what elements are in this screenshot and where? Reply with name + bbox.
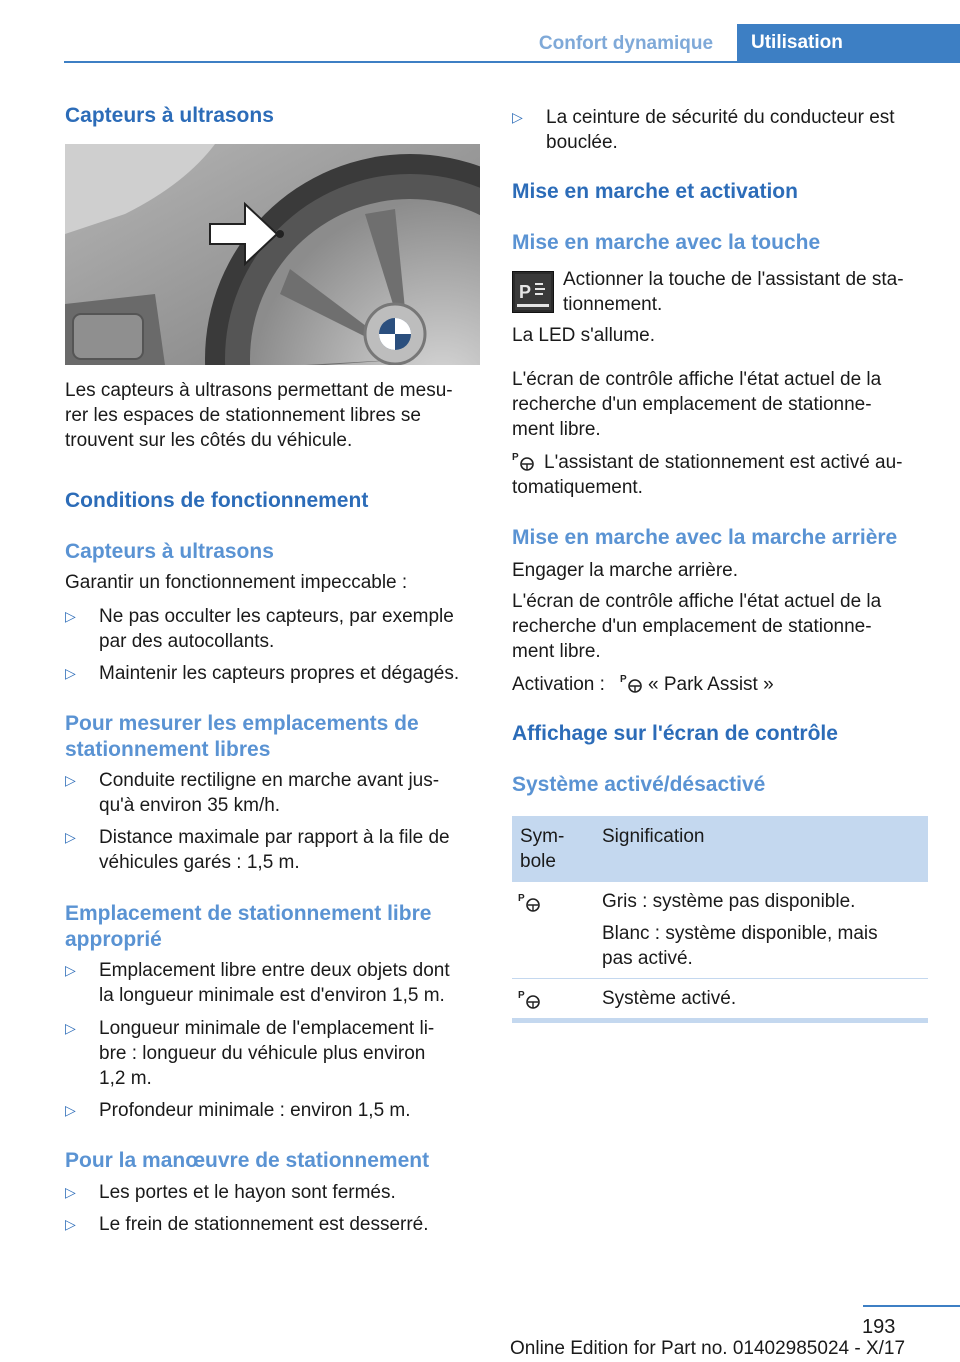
heading-sensors: Capteurs à ultrasons <box>65 104 274 127</box>
heading-conditions: Conditions de fonctionnement <box>65 489 369 512</box>
display-text: L'écran de contrôle affiche l'état actuel de la recherche d'un emplacement de stationne- ment libre. <box>512 369 882 440</box>
subheading-measure: Pour mesurer les emplacements de stationnement libres <box>65 712 419 761</box>
display-text-2: L'écran de contrôle affiche l'état actuel de la recherche d'un emplacement de stationne- ment libre. <box>512 591 882 662</box>
footer-rule <box>863 1305 960 1307</box>
bullet-triangle-icon: ▷ <box>512 109 523 125</box>
subheading-button: Mise en marche avec la touche <box>512 231 821 254</box>
park-assist-icon <box>620 672 644 694</box>
table-header-meaning: Signification <box>602 826 705 847</box>
table-row-divider <box>512 978 928 979</box>
subheading-sensors: Capteurs à ultrasons <box>65 540 274 563</box>
park-assist-button-icon <box>512 271 554 313</box>
page-number: 193 <box>862 1316 896 1338</box>
bullet-triangle-icon: ▷ <box>65 665 76 681</box>
header-section-tab: Confort dynamique <box>538 33 714 54</box>
bullet-triangle-icon: ▷ <box>65 1020 76 1036</box>
led-text: La LED s'allume. <box>512 325 656 346</box>
engage-text: Engager la marche arrière. <box>512 560 738 581</box>
bullet-triangle-icon: ▷ <box>65 1184 76 1200</box>
bullet-triangle-icon: ▷ <box>65 1216 76 1232</box>
bullet-triangle-icon: ▷ <box>65 1102 76 1118</box>
svg-text:P: P <box>518 893 525 904</box>
edition-text: Online Edition for Part no. 01402985024 - X/17 <box>510 1338 906 1359</box>
photo-caption: Les capteurs à ultrasons permettant de mesu- rer les espaces de stationnement libres se trouvent sur les côtés du véhicule. <box>65 380 453 451</box>
table-row: Gris : système pas disponible. Blanc : système disponible, mais pas activé. <box>602 891 878 969</box>
svg-text:P: P <box>519 282 532 302</box>
svg-text:P: P <box>518 990 525 1001</box>
subheading-system: Système activé/désactivé <box>512 773 766 796</box>
svg-text:P: P <box>512 452 519 463</box>
activation-label: Activation : <box>512 674 605 695</box>
table-header-symbol: Sym- bole <box>520 826 565 872</box>
table-bottom-rule <box>512 1018 928 1023</box>
auto-text: L'assistant de stationnement est activé au- tomatiquement. <box>512 452 903 498</box>
subheading-space: Emplacement de stationnement libre approprié <box>65 902 432 951</box>
park-assist-active-icon <box>518 988 542 1010</box>
activation-value: « Park Assist » <box>648 674 774 695</box>
park-assist-gray-icon <box>518 891 542 913</box>
guarantee-text: Garantir un fonctionnement impeccable : <box>65 572 408 593</box>
subheading-reverse: Mise en marche avec la marche arrière <box>512 526 898 549</box>
wheel-illustration <box>65 144 480 365</box>
bullet-triangle-icon: ▷ <box>65 608 76 624</box>
header-rule <box>64 61 960 63</box>
bullet-triangle-icon: ▷ <box>65 962 76 978</box>
subheading-maneuver: Pour la manœuvre de stationnement <box>65 1149 430 1172</box>
bullet-triangle-icon: ▷ <box>65 772 76 788</box>
bullet-triangle-icon: ▷ <box>65 829 76 845</box>
svg-text:P: P <box>620 674 627 685</box>
table-row: Système activé. <box>602 988 737 1009</box>
button-instruction: Actionner la touche de l'assistant de sta- tionnement. <box>563 269 904 315</box>
header-chapter-tab: Utilisation <box>737 24 960 61</box>
sensor-photo <box>65 144 480 365</box>
heading-display: Affichage sur l'écran de contrôle <box>512 722 838 745</box>
heading-activation: Mise en marche et activation <box>512 180 798 203</box>
table-header <box>512 816 928 882</box>
